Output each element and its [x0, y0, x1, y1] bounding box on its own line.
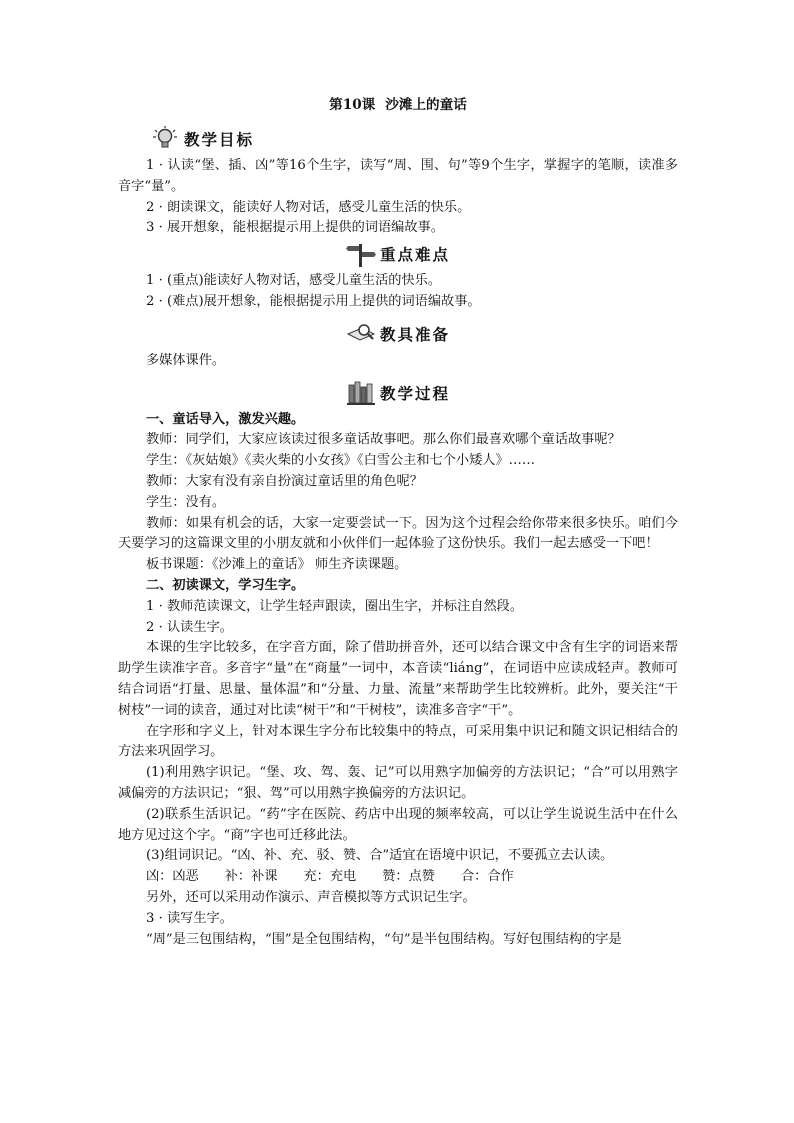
section-label: 教具准备	[379, 325, 450, 344]
lightbulb-icon	[150, 125, 180, 153]
section-goals-heading	[118, 124, 678, 154]
section-keypoints-heading	[118, 239, 678, 269]
process-paragraph: “周”是三包围结构，“围”是全包围结构，“句”是半包围结构。写好包围结构的字是	[146, 931, 622, 947]
word-example: 赞：点赞	[382, 869, 435, 885]
keypoint-item: 2 · (难点)展开想象，能根据提示用上提供的词语编故事。	[146, 293, 481, 309]
dialogue-line: 学生：没有。	[146, 494, 226, 510]
books-icon	[346, 379, 376, 407]
word-example: 充：充电	[303, 869, 357, 885]
process-paragraph: 在字形和字义上，针对本课生字分布比较集中的特点，可采用集中识记和随文识记相结合的方法来巩固学习。	[118, 723, 678, 760]
goal-item: 1 · 认读“堡、插、凶”等16个生字，读写“周、围、句”等9个生字，掌握字的笔顺，读准多音字“量”。	[118, 158, 678, 194]
word-examples-row	[118, 867, 678, 888]
word-example: 合：合作	[461, 869, 514, 885]
process-heading: 一、童话导入，激发兴趣。	[146, 411, 305, 427]
materials-text: 多媒体课件。	[146, 352, 226, 368]
process-paragraph: 3 · 读写生字。	[146, 910, 233, 926]
lesson-title	[118, 96, 678, 114]
process-paragraph: 本课的生字比较多，在字音方面，除了借助拼音外，还可以结合课文中含有生字的词语来帮助学生读准字音。多音字“量”在“商量”一词中，本音读“liáng”，在词语中应读成轻声。教师可结合词语“打量、思量、量体温”和“分量、力量、流量”来帮助学生比较辨析。此外，要关注“干树枝”一词的读音，通过对比读“树干”和“干树枝”，读准多音字“干”。	[118, 640, 678, 718]
process-paragraph: (2)联系生活识记。“药”字在医院、药店中出现的频率较高，可以让学生说说生活中在什么地方见过这个字。“商”字也可迁移此法。	[118, 806, 678, 843]
dialogue-line: 学生：《灰姑娘》《卖火柴的小女孩》《白雪公主和七个小矮人》……	[146, 453, 536, 469]
section-label: 教学过程	[379, 384, 450, 403]
process-paragraph: 2 · 认读生字。	[146, 619, 233, 635]
dialogue-line: 教师：如果有机会的话，大家一定要尝试一下。因为这个过程会给你带来很多快乐。咱们今天要学习的这篇课文里的小朋友就和小伙伴们一起体验了这份快乐。我们一起去感受一下吧！	[118, 515, 678, 552]
process-paragraph: 另外，还可以采用动作演示、声音模拟等方式识记生字。	[146, 889, 476, 905]
dialogue-line: 板书课题：《沙滩上的童话》 师生齐读课题。	[146, 557, 408, 573]
goal-item: 3 · 展开想象，能根据提示用上提供的词语编故事。	[146, 220, 444, 236]
signpost-icon	[346, 240, 376, 268]
section-label: 教学目标	[184, 131, 255, 149]
section-label: 重点难点	[379, 246, 450, 265]
process-paragraph: 1 · 教师范读课文，让学生轻声跟读，圈出生字，并标注自然段。	[146, 598, 524, 614]
section-materials-heading	[118, 319, 678, 349]
dialogue-line: 教师：同学们，大家应该读过很多童话故事吧。那么你们最喜欢哪个童话故事呢？	[146, 432, 621, 448]
process-heading: 二、初读课文，学习生字。	[146, 577, 305, 593]
word-example: 凶：凶恶	[146, 869, 199, 885]
lesson-number: 第10课	[329, 97, 376, 113]
process-paragraph: (1)利用熟字识记。“堡、攻、驾、轰、记”可以用熟字加偏旁的方法识记；“合”可以用熟字减偏旁的方法识记；“狠、驾”可以用熟字换偏旁的方法识记。	[118, 765, 678, 801]
section-process-heading	[118, 378, 678, 408]
magnifier-book-icon	[346, 320, 376, 348]
lesson-name: 沙滩上的童话	[385, 97, 467, 113]
process-paragraph: (3)组词识记。“凶、补、充、驳、赞、合”适宜在语境中识记，不要孤立去认读。	[146, 848, 614, 864]
goal-item: 2 · 朗读课文，能读好人物对话，感受儿童生活的快乐。	[146, 199, 471, 215]
word-example: 补：补课	[224, 869, 278, 885]
dialogue-line: 教师：大家有没有亲自扮演过童话里的角色呢？	[146, 473, 423, 489]
keypoint-item: 1 · (重点)能读好人物对话，感受儿童生活的快乐。	[146, 273, 442, 289]
document-page	[118, 96, 678, 950]
